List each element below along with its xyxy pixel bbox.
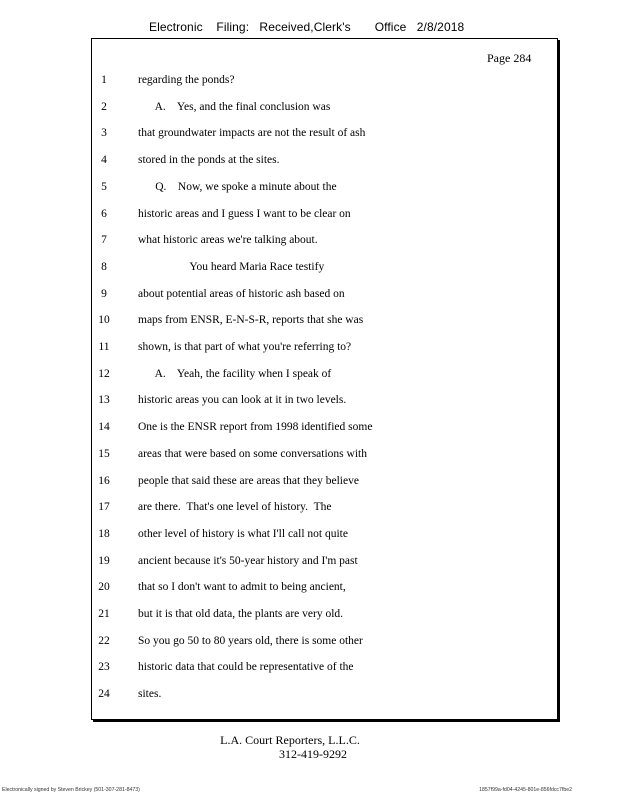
- line-text: You heard Maria Race testify: [138, 260, 325, 273]
- line-number: 15: [98, 447, 110, 460]
- line-number: 2: [101, 100, 107, 113]
- line-text: So you go 50 to 80 years old, there is some other: [138, 634, 363, 647]
- transcript-line: [0, 446, 618, 462]
- transcript-line: [0, 125, 618, 141]
- line-number: 12: [98, 367, 110, 380]
- line-number: 6: [101, 207, 107, 220]
- line-number: 13: [98, 394, 110, 407]
- transcript-line: [0, 259, 618, 275]
- line-number: 9: [101, 287, 107, 300]
- line-number: 5: [101, 180, 107, 193]
- line-text: historic data that could be representative of the: [138, 661, 354, 674]
- line-text: that so I don't want to admit to being ancient,: [138, 581, 346, 594]
- transcript-line: [0, 392, 618, 408]
- line-text: about potential areas of historic ash based on: [138, 287, 345, 300]
- line-number: 20: [98, 581, 110, 594]
- transcript-line: [0, 579, 618, 595]
- line-number: 24: [98, 688, 110, 701]
- transcript-line: [0, 339, 618, 355]
- transcript-line: [0, 686, 618, 702]
- document-id: 1857f99a-fd04-4245-801e-856fdcc7fbe2: [479, 787, 572, 793]
- line-text: are there. That's one level of history. The: [138, 501, 332, 514]
- line-number: 7: [101, 234, 107, 247]
- page-number: Page 284: [487, 51, 532, 65]
- line-text: historic areas you can look at it in two levels.: [138, 394, 347, 407]
- filing-stamp: Electronic Filing: Received,Clerk's Office 2/8/2018: [149, 20, 465, 34]
- line-text: areas that were based on some conversations with: [138, 447, 367, 460]
- line-number: 21: [98, 608, 110, 620]
- line-number: 18: [98, 527, 110, 540]
- transcript-line: [0, 419, 618, 435]
- line-text: what historic areas we're talking about.: [138, 234, 318, 247]
- line-text: A. Yes, and the final conclusion was: [138, 100, 331, 113]
- line-text: A. Yeah, the facility when I speak of: [138, 367, 332, 380]
- transcript-line: [0, 206, 618, 222]
- line-number: 10: [98, 314, 110, 327]
- line-number: 19: [98, 554, 110, 567]
- transcript-line: [0, 499, 618, 515]
- line-number: 23: [98, 661, 110, 674]
- transcript-line: [0, 232, 618, 248]
- transcript-line: [0, 72, 618, 88]
- line-text: that groundwater impacts are not the result of ash: [138, 127, 366, 140]
- line-number: 11: [98, 341, 110, 353]
- footer-phone: 312-419-9292: [279, 747, 347, 761]
- transcript-line: [0, 553, 618, 569]
- footer-company: [0, 733, 618, 748]
- transcript-line: [0, 473, 618, 489]
- transcript-line: [0, 633, 618, 649]
- transcript-line: [0, 312, 618, 328]
- line-text: maps from ENSR, E-N-S-R, reports that she was: [138, 314, 364, 327]
- transcript-line: [0, 99, 618, 115]
- transcript-line: [0, 526, 618, 542]
- company-name: L.A. Court Reporters, L.L.C.: [220, 733, 360, 747]
- line-number: 3: [101, 127, 107, 140]
- line-text: ancient because it's 50-year history and I'm past: [138, 554, 358, 567]
- transcript-line: [0, 659, 618, 675]
- transcript-line: [0, 606, 618, 622]
- line-text: One is the ENSR report from 1998 identified some: [138, 421, 373, 434]
- transcript-line: [0, 179, 618, 195]
- line-text: stored in the ponds at the sites.: [138, 154, 280, 167]
- line-text: Q. Now, we spoke a minute about the: [138, 180, 337, 193]
- line-number: 14: [98, 421, 110, 434]
- line-text: shown, is that part of what you're referring to?: [138, 341, 352, 353]
- line-text: historic areas and I guess I want to be clear on: [138, 207, 351, 220]
- line-text: regarding the ponds?: [138, 74, 235, 86]
- transcript-line: [0, 286, 618, 302]
- line-text: sites.: [138, 688, 162, 701]
- transcript-line: [0, 366, 618, 382]
- line-number: 22: [98, 634, 110, 647]
- line-text: but it is that old data, the plants are very old.: [138, 608, 344, 620]
- line-number: 4: [101, 154, 107, 167]
- electronic-signature: Electronically signed by Steven Brickey (501-307-281-8473): [2, 787, 140, 793]
- line-number: 16: [98, 474, 110, 487]
- line-number: 8: [101, 260, 107, 273]
- line-number: 1: [101, 74, 107, 86]
- line-number: 17: [98, 501, 110, 514]
- line-text: people that said these are areas that they believe: [138, 474, 359, 487]
- line-text: other level of history is what I'll call not quite: [138, 527, 348, 540]
- transcript-line: [0, 152, 618, 168]
